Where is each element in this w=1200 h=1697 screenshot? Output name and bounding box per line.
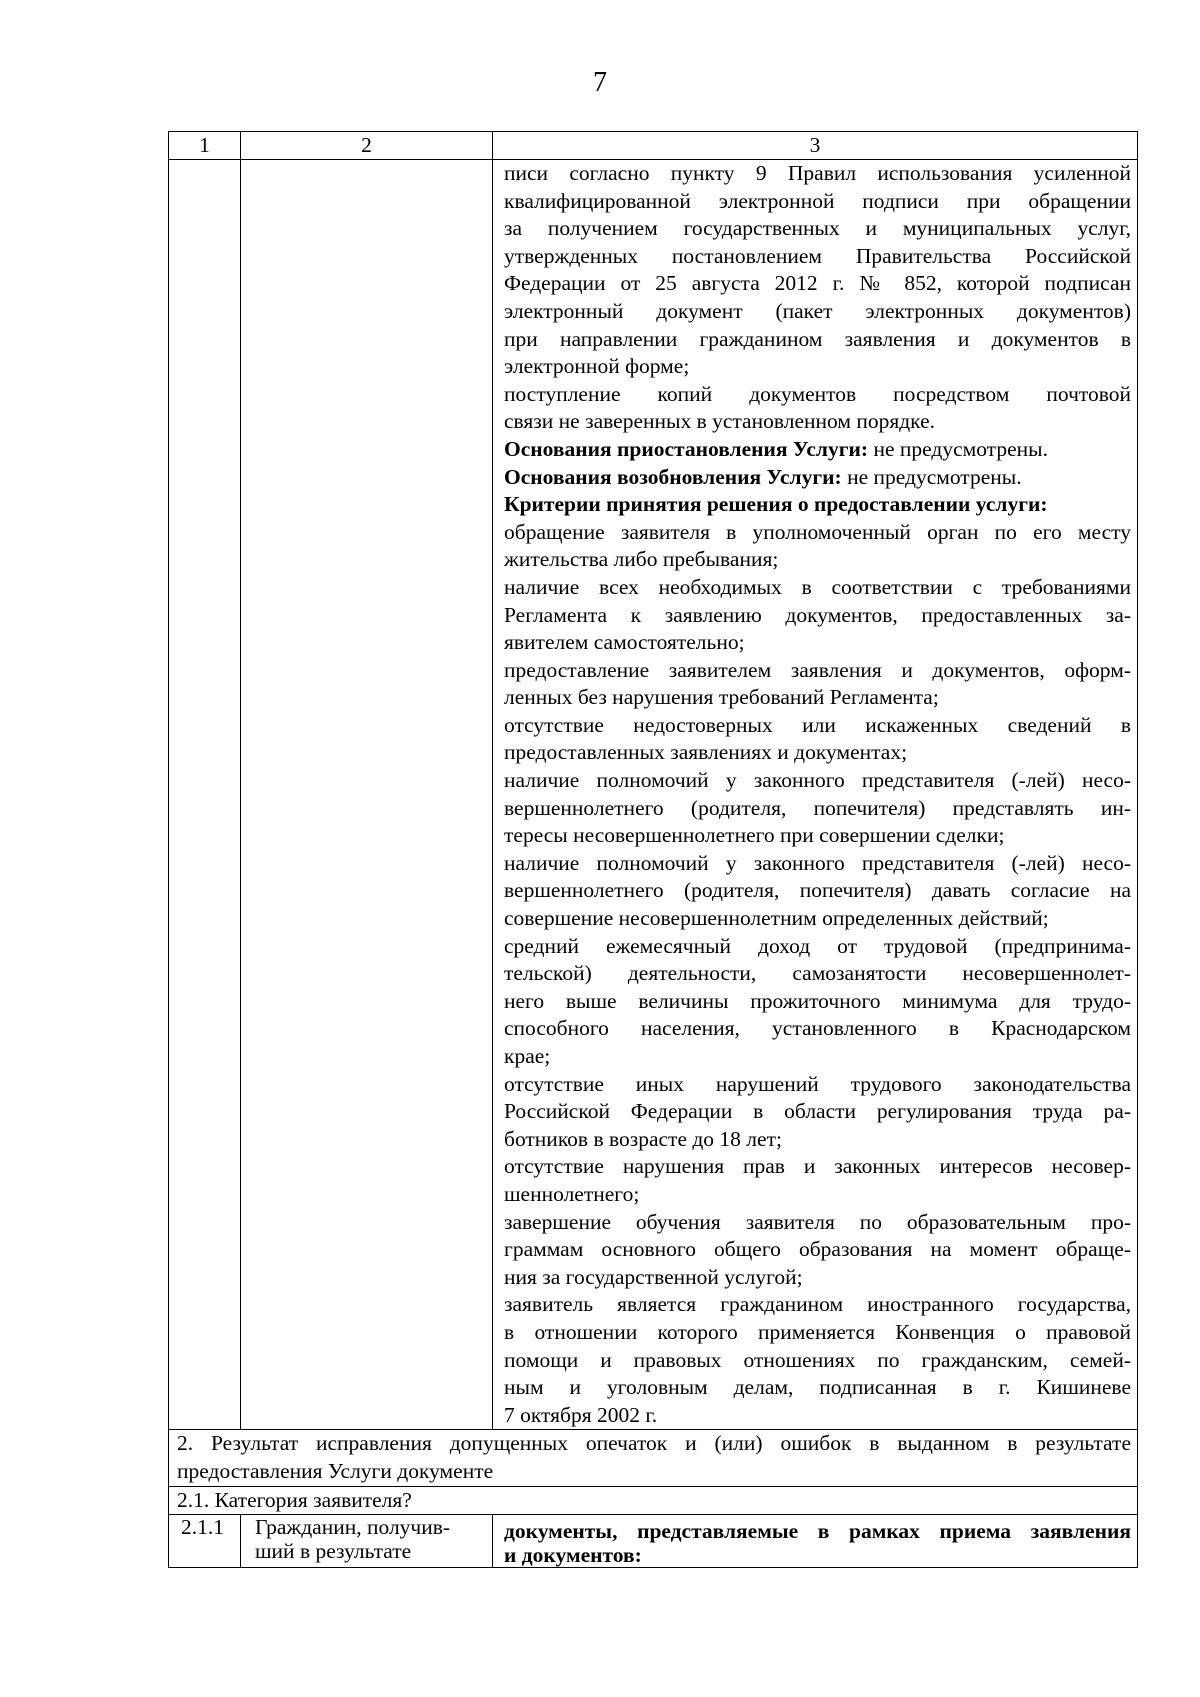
text-line	[504, 243, 1131, 271]
header-col-3: 3	[493, 132, 1138, 160]
text-line	[504, 326, 1131, 354]
text-line	[504, 767, 1131, 795]
text-line	[504, 464, 1131, 492]
line-text: обращение заявителя в уполномоченный орган по его месту	[504, 519, 1131, 544]
line-text: в отношении которого применяется Конвенция о правовой	[504, 1319, 1131, 1344]
line-text: не предусмотрены.	[868, 436, 1048, 461]
documents-line-2: и документов:	[504, 1543, 642, 1568]
line-text: тересы несовершеннолетнего при совершении сделки;	[504, 823, 1005, 848]
bold-heading: Основания возобновления Услуги:	[504, 464, 842, 489]
text-line	[504, 546, 1131, 574]
line-text: отсутствие иных нарушений трудового законодательства	[504, 1071, 1131, 1096]
text-line	[504, 188, 1131, 216]
text-line	[504, 795, 1131, 823]
text-line	[504, 298, 1131, 326]
text-line	[504, 905, 1131, 933]
text-line	[504, 215, 1131, 243]
bold-heading: Основания приостановления Услуги:	[504, 436, 869, 461]
cell-empty-col-2	[241, 160, 493, 1430]
line-text: электронной форме;	[504, 354, 690, 379]
text-line	[504, 1291, 1131, 1319]
line-text: тельской) деятельности, самозанятости несовершеннолет-	[504, 961, 1131, 986]
text-line	[504, 574, 1131, 602]
applicant-category-cell	[241, 1515, 493, 1568]
text-line	[504, 408, 1131, 436]
applicant-line-1: Гражданин, получив-	[255, 1515, 451, 1540]
text-line	[504, 1043, 1131, 1071]
text-line	[504, 739, 1131, 767]
line-text: наличие полномочий у законного представителя (-лей) несо-	[504, 850, 1131, 875]
line-text: завершение обучения заявителя по образовательным про-	[504, 1209, 1131, 1234]
line-text: помощи и правовых отношениях по гражданским, семей-	[504, 1347, 1131, 1372]
text-line	[504, 712, 1131, 740]
section-2-heading	[169, 1430, 1138, 1486]
line-text: жительства либо пребывания;	[504, 547, 779, 572]
line-text: вершеннолетнего (родителя, попечителя) давать согласие на	[504, 878, 1131, 903]
text-line	[504, 1181, 1131, 1209]
text-line	[504, 381, 1131, 409]
documents-line-1: документы, представляемые в рамках приема заявления	[504, 1519, 1131, 1544]
table-header-row	[169, 132, 1138, 160]
text-line	[504, 1374, 1131, 1402]
text-line	[504, 1071, 1131, 1099]
text-line	[504, 353, 1131, 381]
row-2-1-1	[169, 1515, 1138, 1568]
text-line	[504, 1347, 1131, 1375]
line-text: ным и уголовным делам, подписанная в г. Кишиневе	[504, 1375, 1131, 1400]
line-text: ния за государственной услугой;	[504, 1264, 803, 1289]
applicant-line-2: ший в результате	[255, 1539, 412, 1564]
text-line	[504, 933, 1131, 961]
text-line	[504, 1126, 1131, 1154]
table-row	[169, 160, 1138, 1430]
text-line	[504, 629, 1131, 657]
text-line	[504, 988, 1131, 1016]
line-text: предоставленных заявлениях и документах;	[504, 740, 908, 765]
line-text: Регламента к заявлению документов, предоставленных за-	[504, 602, 1131, 627]
text-line	[504, 602, 1131, 630]
text-line	[504, 1153, 1131, 1181]
line-text: утвержденных постановлением Правительства Российской	[504, 243, 1131, 268]
line-text: него выше величины прожиточного минимума для трудо-	[504, 988, 1131, 1013]
line-text: электронный документ (пакет электронных документов)	[504, 298, 1131, 323]
line-text: за получением государственных и муниципальных услуг,	[504, 216, 1131, 241]
line-text: шеннолетнего;	[504, 1181, 640, 1206]
bold-heading: Критерии принятия решения о предоставлении услуги:	[504, 492, 1048, 517]
line-text: предоставление заявителем заявления и документов, оформ-	[504, 657, 1131, 682]
line-text: крае;	[504, 1044, 551, 1068]
text-line	[504, 657, 1131, 685]
line-text: вершеннолетнего (родителя, попечителя) представлять ин-	[504, 795, 1131, 820]
line-text: квалифицированной электронной подписи при обращении	[504, 188, 1131, 213]
line-text: Федерации от 25 августа 2012 г. № 852, которой подписан	[504, 271, 1131, 296]
line-text: отсутствие недостоверных или искаженных сведений в	[504, 712, 1131, 737]
text-line	[504, 1236, 1131, 1264]
text-line	[504, 1015, 1131, 1043]
section-2-1-row	[169, 1486, 1138, 1515]
text-line	[504, 1209, 1131, 1237]
section-2-line-2: предоставления Услуги документе	[177, 1458, 494, 1483]
text-line	[504, 850, 1131, 878]
cell-empty-col-1	[169, 160, 241, 1430]
line-text: способного населения, установленного в Краснодарском	[504, 1016, 1131, 1041]
text-line	[504, 1264, 1131, 1292]
text-line	[504, 519, 1131, 547]
page-number: 7	[593, 67, 607, 98]
line-text: поступление копий документов посредством почтовой	[504, 381, 1131, 406]
document-table	[168, 131, 1138, 1568]
line-text: при направлении гражданином заявления и документов в	[504, 326, 1131, 351]
text-line	[504, 1098, 1131, 1126]
line-text: средний ежемесячный доход от трудовой (предпринима-	[504, 933, 1131, 958]
documents-cell	[493, 1515, 1138, 1568]
section-2-line-1: 2. Результат исправления допущенных опечаток и (или) ошибок в выданном в результате	[177, 1431, 1131, 1456]
text-line	[504, 960, 1131, 988]
text-line	[504, 1402, 1131, 1430]
line-text: не предусмотрены.	[841, 464, 1022, 489]
header-col-1: 1	[169, 132, 241, 160]
row-number: 2.1.1	[169, 1515, 241, 1568]
line-text: Российской Федерации в области регулирования труда ра-	[504, 1099, 1131, 1124]
text-line	[504, 160, 1131, 188]
line-text: заявитель является гражданином иностранного государства,	[504, 1292, 1131, 1317]
text-line	[504, 822, 1131, 850]
criteria-text-cell	[493, 160, 1138, 1430]
line-text: наличие всех необходимых в соответствии с требованиями	[504, 574, 1131, 599]
line-text: явителем самостоятельно;	[504, 630, 745, 655]
text-line	[504, 270, 1131, 298]
header-col-2: 2	[241, 132, 493, 160]
text-line	[504, 491, 1131, 519]
line-text: отсутствие нарушения прав и законных интересов несовер-	[504, 1154, 1131, 1179]
text-line	[504, 436, 1131, 464]
line-text: связи не заверенных в установленном порядке.	[504, 409, 935, 434]
line-text: ленных без нарушения требований Регламента;	[504, 685, 939, 710]
line-text: ботников в возрасте до 18 лет;	[504, 1126, 782, 1151]
text-line	[504, 684, 1131, 712]
line-text: граммам основного общего образования на момент обраще-	[504, 1237, 1131, 1262]
line-text: 7 октября 2002 г.	[504, 1402, 658, 1427]
line-text: наличие полномочий у законного представителя (-лей) несо-	[504, 768, 1131, 793]
text-line	[504, 1319, 1131, 1347]
line-text: совершение несовершеннолетним определенных действий;	[504, 906, 1049, 931]
line-text: писи согласно пункту 9 Правил использования усиленной	[504, 161, 1131, 185]
text-line	[504, 877, 1131, 905]
section-2-1-heading: 2.1. Категория заявителя?	[169, 1486, 1138, 1515]
section-2-row	[169, 1430, 1138, 1486]
